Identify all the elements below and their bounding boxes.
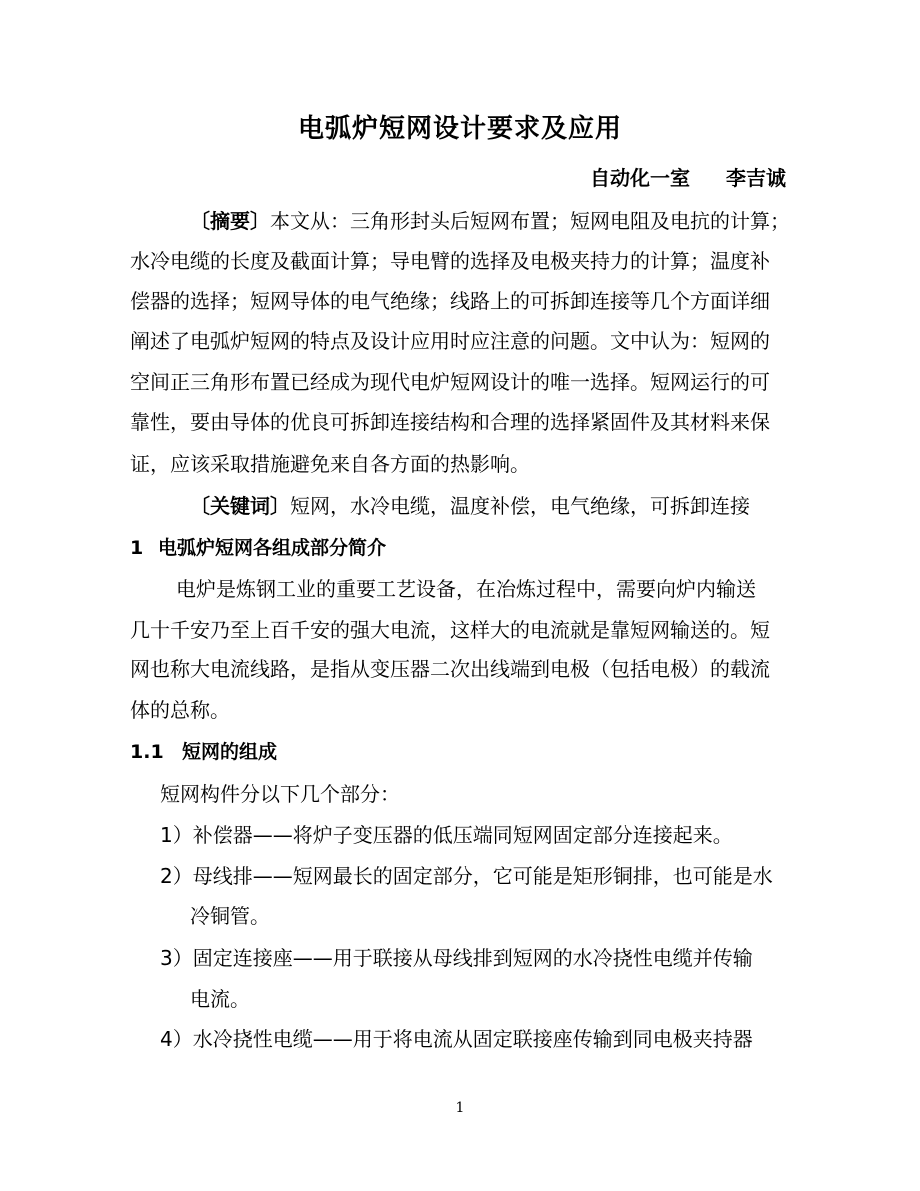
list-item: 3）固定连接座——用于联接从母线排到短网的水冷挠性电缆并传输	[160, 946, 753, 970]
keywords-line	[190, 490, 750, 519]
list-item: 4）水冷挠性电缆——用于将电流从固定联接座传输到同电极夹持器	[160, 1027, 753, 1051]
subsection-title: 短网的组成	[182, 741, 278, 763]
body-line: 短网构件分以下几个部分：	[160, 782, 400, 806]
body-line: 几十千安乃至上百千安的强大电流，这样大的电流就是靠短网输送的。短	[130, 618, 770, 642]
list-item: 1）补偿器——将炉子变压器的低压端同短网固定部分连接起来。	[160, 823, 733, 847]
document-title: 电弧炉短网设计要求及应用	[297, 114, 622, 144]
keywords-text: 短网，水冷电缆，温度补偿，电气绝缘，可拆卸连接	[290, 494, 750, 518]
abstract-label: 〔摘要〕	[190, 209, 270, 233]
list-item: 2）母线排——短网最长的固定部分，它可能是矩形铜排，也可能是水	[160, 864, 773, 888]
author-department: 自动化一室	[590, 166, 690, 190]
section-heading	[130, 533, 386, 560]
author-name: 李吉诚	[726, 166, 786, 190]
abstract-line: 阐述了电弧炉短网的特点及设计应用时应注意的问题。文中认为：短网的	[130, 329, 770, 353]
body-line: 体的总称。	[130, 698, 230, 722]
body-line: 电炉是炼钢工业的重要工艺设备，在冶炼过程中，需要向炉内输送	[176, 577, 756, 601]
keywords-label: 〔关键词〕	[190, 494, 290, 518]
abstract-line: 偿器的选择；短网导体的电气绝缘；线路上的可拆卸连接等几个方面详细	[130, 289, 770, 313]
body-line: 网也称大电流线路，是指从变压器二次出线端到电极（包括电极）的载流	[130, 657, 770, 681]
subsection-heading	[130, 737, 277, 764]
abstract-line: 水冷电缆的长度及截面计算；导电臂的选择及电极夹持力的计算；温度补	[130, 249, 770, 273]
page-number: 1	[455, 1100, 465, 1116]
list-item-continuation: 冷铜管。	[190, 904, 270, 928]
abstract-line: 〔摘要〕本文从：三角形封头后短网布置；短网电阻及电抗的计算；	[190, 209, 790, 233]
section-number: 1	[130, 537, 144, 559]
abstract-line: 证，应该采取措施避免来自各方面的热影响。	[130, 452, 530, 476]
abstract-line: 靠性，要由导体的优良可拆卸连接结构和合理的选择紧固件及其材料来保	[130, 410, 770, 434]
abstract-line: 空间正三角形布置已经成为现代电炉短网设计的唯一选择。短网运行的可	[130, 370, 770, 394]
list-item-continuation: 电流。	[190, 987, 250, 1011]
section-title: 电弧炉短网各组成部分简介	[158, 537, 387, 559]
subsection-number: 1.1	[130, 741, 164, 763]
author-line	[590, 162, 786, 191]
